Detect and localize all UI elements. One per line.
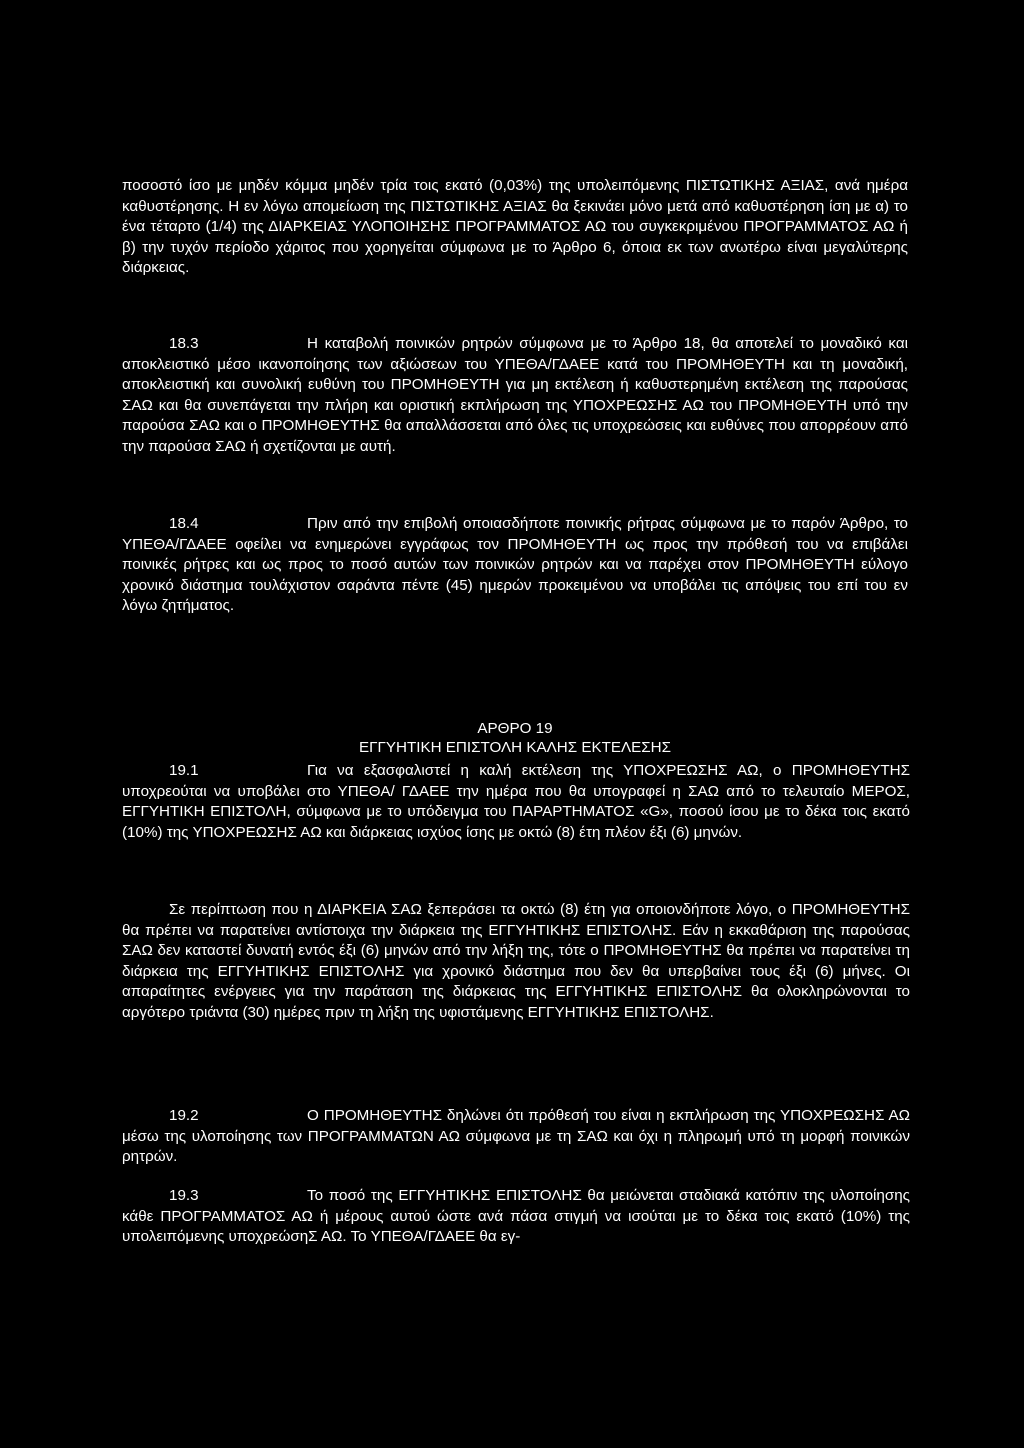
section-number: 18.4 [169, 515, 199, 532]
section-19-2 [122, 1106, 910, 1168]
section-number: 19.1 [169, 762, 199, 779]
section-19-3 [122, 1186, 910, 1248]
section-text: Σε περίπτωση που η ΔΙΑΡΚΕΙΑ ΣΑΩ ξεπεράσει τα οκτώ (8) έτη για οποιονδήποτε λόγο, ο ΠΡΟΜΗΘΕΥΤΗΣ θα πρέπει να παρατείνει αντίστοιχα την διάρκεια της ΕΓΓΥΗΤΙΚΗΣ ΕΠΙΣΤΟΛΗΣ. Εάν η εκκαθάριση της παρούσας ΣΑΩ δεν καταστεί δυνατή εντός έξι (6) μηνών από την λήξη της, τότε ο ΠΡΟΜΗΘΕΥΤΗΣ θα πρέπει να παρατείνει τη διάρκεια της ΕΓΓΥΗΤΙΚΗΣ ΕΠΙΣΤΟΛΗΣ για χρονικό διάστημα που δεν θα υπερβαίνει τους έξι (6) μήνες. Οι απαραίτητες ενέργειες για την παράταση της διάρκειας της ΕΓΓΥΗΤΙΚΗΣ ΕΠΙΣΤΟΛΗΣ θα ολοκληρώνονται το αργότερο τριάντα (30) ημέρες πριν τη λήξη της υφιστάμενης ΕΓΓΥΗΤΙΚΗΣ ΕΠΙΣΤΟΛΗΣ. [122, 901, 910, 1021]
section-18-4 [122, 514, 908, 617]
section-number: 19.2 [169, 1107, 199, 1124]
section-text: Για να εξασφαλιστεί η καλή εκτέλεση της ΥΠΟΧΡΕΩΣΗΣ ΑΩ, ο ΠΡΟΜΗΘΕΥΤΗΣ υποχρεούται να υποβάλει στο ΥΠΕΘΑ/ ΓΔΑΕΕ την ημέρα που θα υπογραφεί η ΣΑΩ από το τελευταίο ΜΕΡΟΣ, ΕΓΓΥΗΤΙΚΗ ΕΠΙΣΤΟΛΗ, σύμφωνα με το υπόδειγμα του ΠΑΡΑΡΤΗΜΑΤΟΣ «G», ποσού ίσου με το δέκα τοις εκατό (10%) της ΥΠΟΧΡΕΩΣΗΣ ΑΩ και διάρκειας ισχύος ίσης με οκτώ (8) έτη πλέον έξι (6) μηνών. [122, 762, 910, 841]
section-19-1 [122, 761, 910, 843]
paragraph-continuation-text: ποσοστό ίσο με μηδέν κόμμα μηδέν τρία τοις εκατό (0,03%) της υπολειπόμενης ΠΙΣΤΩΤΙΚΗΣ ΑΞΙΑΣ, ανά ημέρα καθυστέρησης. Η εν λόγω απομείωση της ΠΙΣΤΩΤΙΚΗΣ ΑΞΙΑΣ θα ξεκινάει μόνο μετά από καθυστέρηση ίση με α) το ένα τέταρτο (1/4) της ΔΙΑΡΚΕΙΑΣ ΥΛΟΠΟΙΗΣΗΣ ΠΡΟΓΡΑΜΜΑΤΟΣ ΑΩ του συγκεκριμένου ΠΡΟΓΡΑΜΜΑΤΟΣ ΑΩ ή β) την τυχόν περίοδο χάριτος που χορηγείται σύμφωνα με το Άρθρο 6, όποια εκ των ανωτέρω είναι μεγαλύτερης διάρκειας. [122, 177, 908, 277]
section-number: 19.3 [169, 1187, 199, 1204]
section-text: Πριν από την επιβολή οποιασδήποτε ποινικής ρήτρας σύμφωνα με το παρόν Άρθρο, το ΥΠΕΘΑ/ΓΔΑΕΕ οφείλει να ενημερώνει εγγράφως τον ΠΡΟΜΗΘΕΥΤΗ ως προς την πρόθεσή του να επιβάλει ποινικές ρήτρες και ως προς το ποσό αυτών των ποινικών ρητρών και να παρέχει στον ΠΡΟΜΗΘΕΥΤΗ εύλογο χρονικό διάστημα τουλάχιστον σαράντα πέντε (45) ημερών προκειμένου να υποβάλει τις απόψεις του επί του εν λόγω ζητήματος. [122, 515, 908, 615]
paragraph-continuation [122, 176, 908, 279]
section-number: 18.3 [169, 335, 199, 352]
section-19-1-paragraph-2 [122, 900, 910, 1024]
section-text: Η καταβολή ποινικών ρητρών σύμφωνα με το Άρθρο 18, θα αποτελεί το μοναδικό και αποκλειστικό μέσο ικανοποίησης των αξιώσεων του ΥΠΕΘΑ/ΓΔΑΕΕ κατά του ΠΡΟΜΗΘΕΥΤΗ και τη μοναδική, αποκλειστική και συνολική ευθύνη του ΠΡΟΜΗΘΕΥΤΗ για μη εκτέλεση ή καθυστερημένη εκτέλεση της παρούσας ΣΑΩ και θα συνεπάγεται την πλήρη και οριστική εκπλήρωση της ΥΠΟΧΡΕΩΣΗΣ ΑΩ του ΠΡΟΜΗΘΕΥΤΗ υπό την παρούσα ΣΑΩ και ο ΠΡΟΜΗΘΕΥΤΗΣ θα απαλλάσσεται από όλες τις υποχρεώσεις και ευθύνες που απορρέουν από την παρούσα ΣΑΩ ή σχετίζονται με αυτή. [122, 335, 908, 455]
section-text: Το ποσό της ΕΓΓΥΗΤΙΚΗΣ ΕΠΙΣΤΟΛΗΣ θα μειώνεται σταδιακά κατόπιν της υλοποίησης κάθε ΠΡΟΓΡΑΜΜΑΤΟΣ ΑΩ ή μέρους αυτού ώστε ανά πάσα στιγμή να ισούται με το δέκα τοις εκατό (10%) της υπολειπόμενης υποχρεώσηΣ ΑΩ. Το ΥΠΕΘΑ/ΓΔΑΕΕ θα εγ- [122, 1187, 910, 1246]
section-18-3 [122, 334, 908, 458]
section-text: Ο ΠΡΟΜΗΘΕΥΤΗΣ δηλώνει ότι πρόθεσή του είναι η εκπλήρωση της ΥΠΟΧΡΕΩΣΗΣ ΑΩ μέσω της υλοποίησης των ΠΡΟΓΡΑΜΜΑΤΩΝ ΑΩ σύμφωνα με τη ΣΑΩ και όχι η πληρωμή υπό τη μορφή ποινικών ρητρών. [122, 1107, 910, 1166]
article-number: ΑΡΘΡΟ 19 [477, 720, 553, 737]
article-heading [122, 719, 908, 757]
article-title: ΕΓΓΥΗΤΙΚΗ ΕΠΙΣΤΟΛΗ ΚΑΛΗΣ ΕΚΤΕΛΕΣΗΣ [358, 739, 672, 756]
